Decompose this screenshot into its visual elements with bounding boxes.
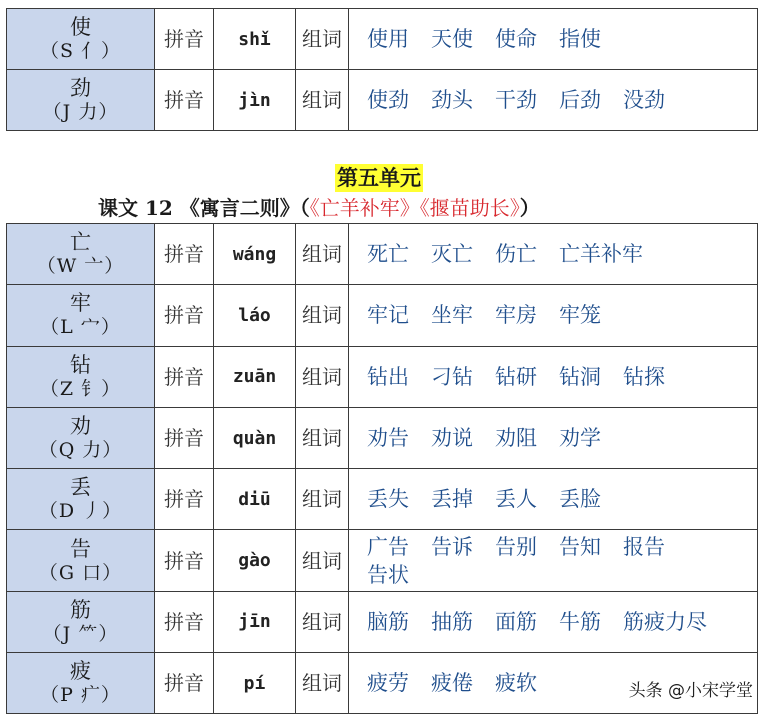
pinyin: shǐ <box>214 9 296 70</box>
char-hint: （W 亠） <box>36 255 125 278</box>
word: 丢掉 <box>431 487 473 512</box>
char-hint: （P 疒） <box>40 684 121 707</box>
pinyin: pí <box>214 653 296 714</box>
word: 告诉 <box>431 534 473 559</box>
char-row <box>7 469 758 530</box>
word: 抽筋 <box>431 609 473 634</box>
pinyin: jìn <box>214 70 296 131</box>
pinyin: gào <box>214 530 296 591</box>
char: 钻 <box>70 352 91 377</box>
pinyin-label: 拼音 <box>155 591 214 652</box>
lesson-prefix: 课文 12 《寓言二则》（ <box>98 196 310 220</box>
char-row <box>7 407 758 468</box>
pinyin-label: 拼音 <box>155 224 214 285</box>
pinyin-label: 拼音 <box>155 285 214 346</box>
char-row <box>7 70 758 131</box>
char-hint: （S 亻） <box>39 40 122 62</box>
char-cell <box>7 530 155 591</box>
char: 筋 <box>70 597 91 622</box>
zuci-label: 组词 <box>296 346 349 407</box>
word: 使用 <box>367 27 409 51</box>
word-list <box>349 530 758 591</box>
char: 牢 <box>70 291 91 316</box>
word-list <box>349 285 758 346</box>
unit-title: 第五单元 <box>337 165 421 190</box>
lesson-title <box>98 194 718 222</box>
word: 亡羊补牢 <box>559 242 643 267</box>
word: 刁钻 <box>431 364 473 389</box>
pinyin: wáng <box>214 224 296 285</box>
word: 使命 <box>495 27 537 51</box>
word: 牢笼 <box>559 303 601 328</box>
word: 广告 <box>367 534 409 559</box>
word: 指使 <box>559 27 601 51</box>
word: 劝告 <box>367 426 409 451</box>
word: 钻洞 <box>559 364 601 389</box>
char-row <box>7 285 758 346</box>
word: 疲劳 <box>367 671 409 696</box>
unit5-char-table <box>6 223 758 714</box>
top-char-table <box>6 8 758 131</box>
word: 使劲 <box>367 88 409 112</box>
char-cell <box>7 285 155 346</box>
word: 劝说 <box>431 426 473 451</box>
zuci-label: 组词 <box>296 285 349 346</box>
zuci-label: 组词 <box>296 70 349 131</box>
word: 脑筋 <box>367 609 409 634</box>
word: 干劲 <box>495 88 537 112</box>
char-cell <box>7 70 155 131</box>
word-list <box>349 591 758 652</box>
pinyin: diū <box>214 469 296 530</box>
char-row <box>7 591 758 652</box>
pinyin: zuān <box>214 346 296 407</box>
zuci-label: 组词 <box>296 591 349 652</box>
word: 筋疲力尽 <box>623 609 707 634</box>
char: 使 <box>70 15 91 39</box>
pinyin-label: 拼音 <box>155 9 214 70</box>
word: 伤亡 <box>495 242 537 267</box>
word-list <box>349 224 758 285</box>
char-hint: （G 口） <box>38 561 123 584</box>
word: 灭亡 <box>431 242 473 267</box>
word-list <box>349 407 758 468</box>
char: 疲 <box>70 659 91 684</box>
word: 死亡 <box>367 242 409 267</box>
word: 疲软 <box>495 671 537 696</box>
char: 劲 <box>70 76 91 100</box>
word: 面筋 <box>495 609 537 634</box>
char-cell <box>7 653 155 714</box>
word: 丢人 <box>495 487 537 512</box>
word: 后劲 <box>559 88 601 112</box>
char-cell <box>7 346 155 407</box>
char: 丢 <box>70 475 91 500</box>
char-hint: （J 力） <box>42 101 119 123</box>
pinyin-label: 拼音 <box>155 346 214 407</box>
char-hint: （J ⺮） <box>42 622 119 645</box>
word: 钻研 <box>495 364 537 389</box>
word-list <box>349 469 758 530</box>
word: 天使 <box>431 27 473 51</box>
word: 劝学 <box>559 426 601 451</box>
word-list <box>349 9 758 70</box>
pinyin: láo <box>214 285 296 346</box>
pinyin-label: 拼音 <box>155 70 214 131</box>
char: 告 <box>70 536 91 561</box>
pinyin-label: 拼音 <box>155 407 214 468</box>
char-hint: （Z 钅） <box>39 377 122 400</box>
char-cell <box>7 407 155 468</box>
watermark: 头条 @小宋学堂 <box>628 681 753 701</box>
pinyin: jīn <box>214 591 296 652</box>
word: 疲倦 <box>431 671 473 696</box>
word: 告状 <box>367 562 409 587</box>
zuci-label: 组词 <box>296 224 349 285</box>
char-row <box>7 530 758 591</box>
word: 丢失 <box>367 487 409 512</box>
word: 牛筋 <box>559 609 601 634</box>
lesson-suffix: ） <box>519 196 540 220</box>
lesson-stories: 《亡羊补牢》《揠苗助长》 <box>309 196 520 220</box>
char-cell <box>7 9 155 70</box>
word: 坐牢 <box>431 303 473 328</box>
pinyin-label: 拼音 <box>155 530 214 591</box>
char-cell <box>7 469 155 530</box>
char-cell <box>7 224 155 285</box>
pinyin-label: 拼音 <box>155 469 214 530</box>
zuci-label: 组词 <box>296 469 349 530</box>
word: 钻出 <box>367 364 409 389</box>
zuci-label: 组词 <box>296 530 349 591</box>
char-hint: （Q 力） <box>38 439 123 462</box>
word-list <box>349 346 758 407</box>
word: 告知 <box>559 534 601 559</box>
zuci-label: 组词 <box>296 407 349 468</box>
char: 亡 <box>70 230 91 255</box>
char: 劝 <box>70 414 91 439</box>
word: 牢房 <box>495 303 537 328</box>
pinyin: quàn <box>214 407 296 468</box>
word: 钻探 <box>623 364 665 389</box>
word: 报告 <box>623 534 665 559</box>
word: 劲头 <box>431 88 473 112</box>
char-hint: （L 宀） <box>40 316 121 339</box>
char-row <box>7 9 758 70</box>
pinyin-label: 拼音 <box>155 653 214 714</box>
word: 没劲 <box>623 88 665 112</box>
word: 牢记 <box>367 303 409 328</box>
word: 劝阻 <box>495 426 537 451</box>
char-row <box>7 224 758 285</box>
zuci-label: 组词 <box>296 9 349 70</box>
zuci-label: 组词 <box>296 653 349 714</box>
word: 丢脸 <box>559 487 601 512</box>
word: 告别 <box>495 534 537 559</box>
word-list <box>349 70 758 131</box>
char-hint: （D 丿） <box>38 500 123 523</box>
char-row <box>7 346 758 407</box>
char-cell <box>7 591 155 652</box>
